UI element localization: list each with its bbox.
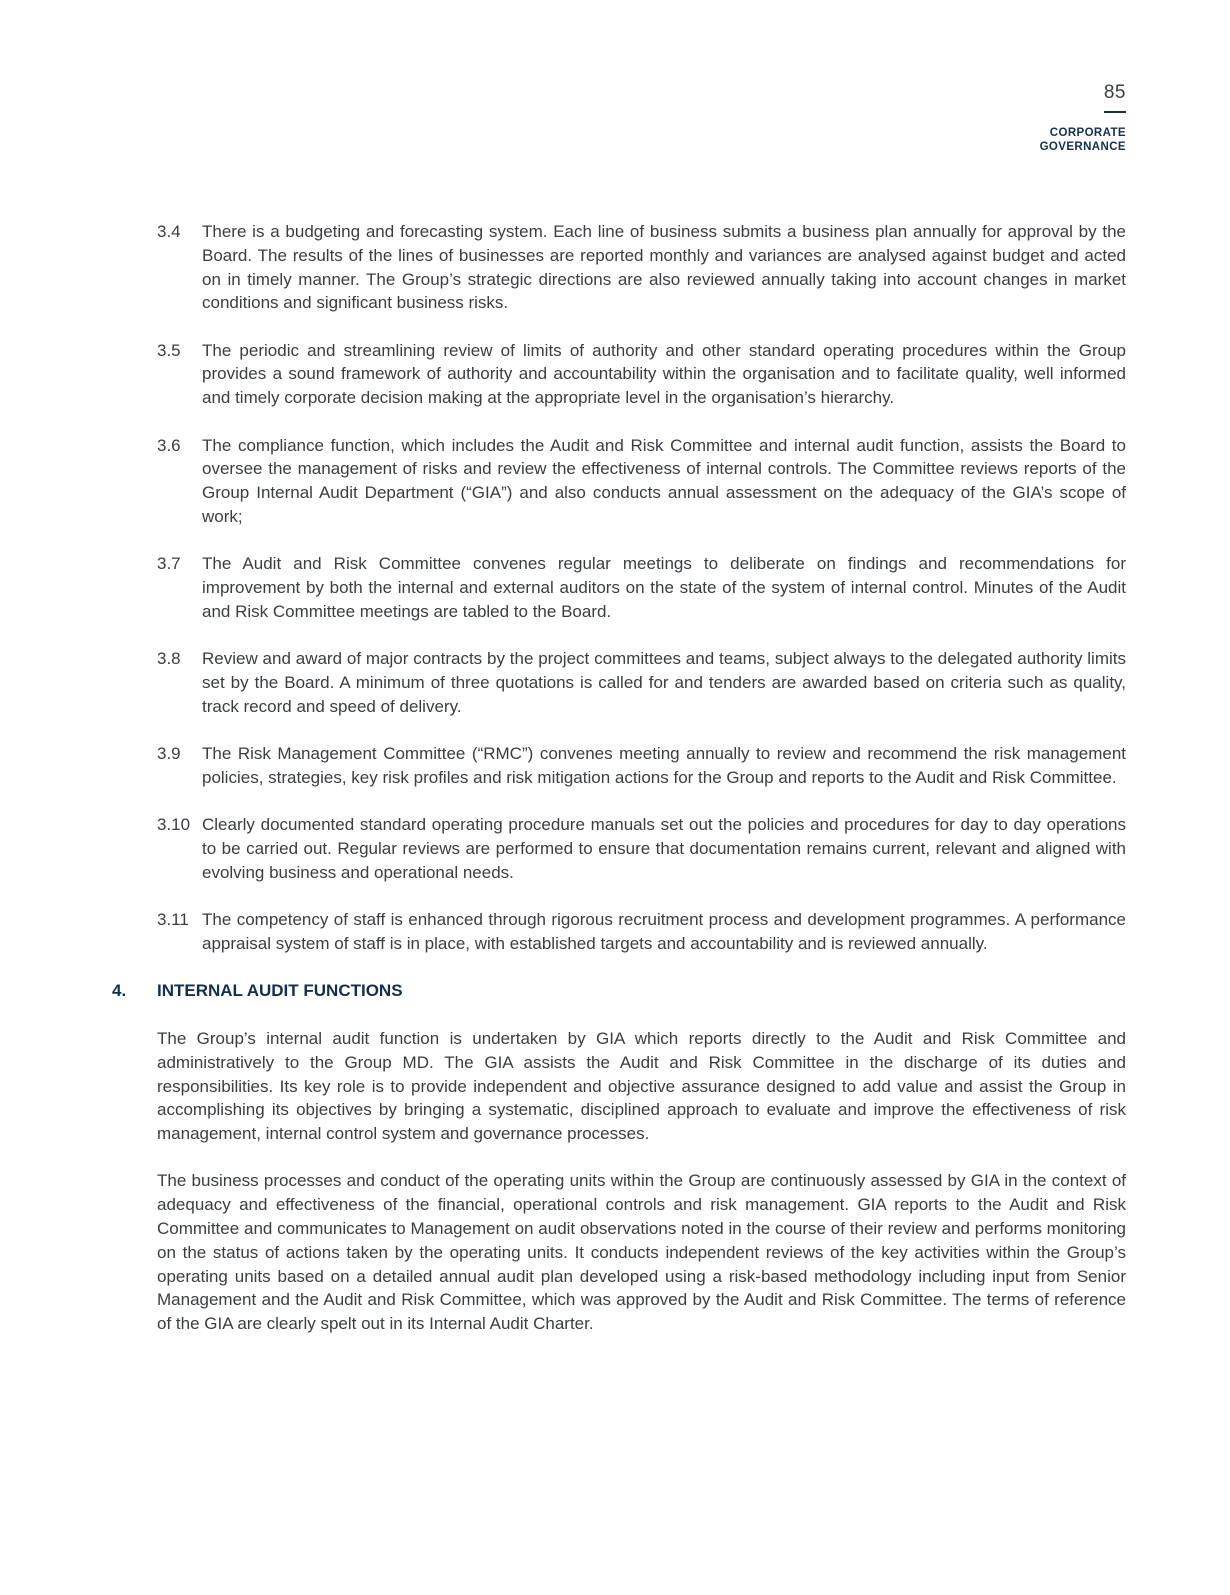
list-item xyxy=(157,742,1126,790)
item-text: The Risk Management Committee (“RMC”) convenes meeting annually to review and recommend the risk management policies, strategies, key risk profiles and risk mitigation actions for the Group and reports to the Audit and Risk Committee. xyxy=(202,744,1126,787)
item-text: The Audit and Risk Committee convenes regular meetings to deliberate on findings and recommendations for improvement by both the internal and external auditors on the state of the system of internal control. Minutes of the Audit and Risk Committee meetings are tabled to the Board. xyxy=(202,554,1126,621)
item-text: The compliance function, which includes the Audit and Risk Committee and internal audit function, assists the Board to oversee the management of risks and review the effectiveness of internal controls. The Committee reviews reports of the Group Internal Audit Department (“GIA”) and also conducts annual assessment on the adequacy of the GIA’s scope of work; xyxy=(202,435,1126,526)
item-text: There is a budgeting and forecasting system. Each line of business submits a business plan annually for approval by the Board. The results of the lines of businesses are reported monthly and variances are analysed against budget and acted on in timely manner. The Group’s strategic directions are also reviewed annually taking into account changes in market conditions and significant business risks. xyxy=(202,222,1126,313)
item-number: 3.10 xyxy=(157,815,191,835)
document-body xyxy=(112,220,1126,1359)
section-label-line1: CORPORATE xyxy=(1049,127,1126,139)
section-label-line2: GOVERNANCE xyxy=(1039,141,1126,153)
item-text: The periodic and streamlining review of limits of authority and other standard operating procedures within the Group provides a sound framework of authority and accountability within the organisation and to facilitate quality, well informed and timely corporate decision making at the appropriate level in the organisation’s hierarchy. xyxy=(202,340,1126,408)
item-text: Review and award of major contracts by the project committees and teams, subject always to the delegated authority limits set by the Board. A minimum of three quotations is called for and tenders are awarded based on criteria such as quality, track record and speed of delivery. xyxy=(202,649,1126,716)
item-text: Clearly documented standard operating procedure manuals set out the policies and procedures for day to day operations to be carried out. Regular reviews are performed to ensure that documentation remains current, relevant and aligned with evolving business and operational needs. xyxy=(202,815,1126,882)
item-number: 3.5 xyxy=(157,340,181,360)
section-number: 4. xyxy=(112,981,127,1001)
list-item xyxy=(157,647,1126,718)
item-number: 3.7 xyxy=(157,554,181,574)
section-heading xyxy=(112,979,1126,1003)
page-number-rule xyxy=(1104,111,1126,113)
item-text: The competency of staff is enhanced through rigorous recruitment process and development programmes. A performance appraisal system of staff is in place, with established targets and accountability and is reviewed annually. xyxy=(202,910,1126,953)
paragraph: The Group’s internal audit function is undertaken by GIA which reports directly to the Audit and Risk Committee and administratively to the Group MD. The GIA assists the Audit and Risk Committee in the discharge of its duties and responsibilities. Its key role is to provide independent and objective assurance designed to add value and assist the Group in accomplishing its objectives by bringing a systematic, disciplined approach to evaluate and improve the effectiveness of risk management, internal control system and governance processes. xyxy=(157,1028,1126,1144)
list-item xyxy=(157,434,1126,529)
item-number: 3.8 xyxy=(157,649,181,669)
item-number: 3.9 xyxy=(157,744,181,764)
list-item xyxy=(157,552,1126,623)
item-number: 3.6 xyxy=(157,435,181,455)
list-item xyxy=(157,813,1126,884)
paragraph: The business processes and conduct of the operating units within the Group are continuously assessed by GIA in the context of adequacy and effectiveness of the financial, operational controls and risk management. GIA reports to the Audit and Risk Committee and communicates to Management on audit observations noted in the course of their review and performs monitoring on the status of actions taken by the operating units. It conducts independent reviews of the key activities within the Group’s operating units based on a detailed annual audit plan developed using a risk-based methodology including input from Senior Management and the Audit and Risk Committee, which was approved by the Audit and Risk Committee. The terms of reference of the GIA are clearly spelt out in its Internal Audit Charter. xyxy=(157,1171,1126,1334)
section-label xyxy=(1040,126,1126,154)
item-number: 3.11 xyxy=(157,910,189,930)
page-number: 85 xyxy=(1103,82,1126,103)
section-title: INTERNAL AUDIT FUNCTIONS xyxy=(157,981,403,1001)
list-item xyxy=(157,220,1126,315)
list-item xyxy=(157,339,1126,410)
list-item xyxy=(157,908,1126,956)
item-number: 3.4 xyxy=(157,222,181,241)
